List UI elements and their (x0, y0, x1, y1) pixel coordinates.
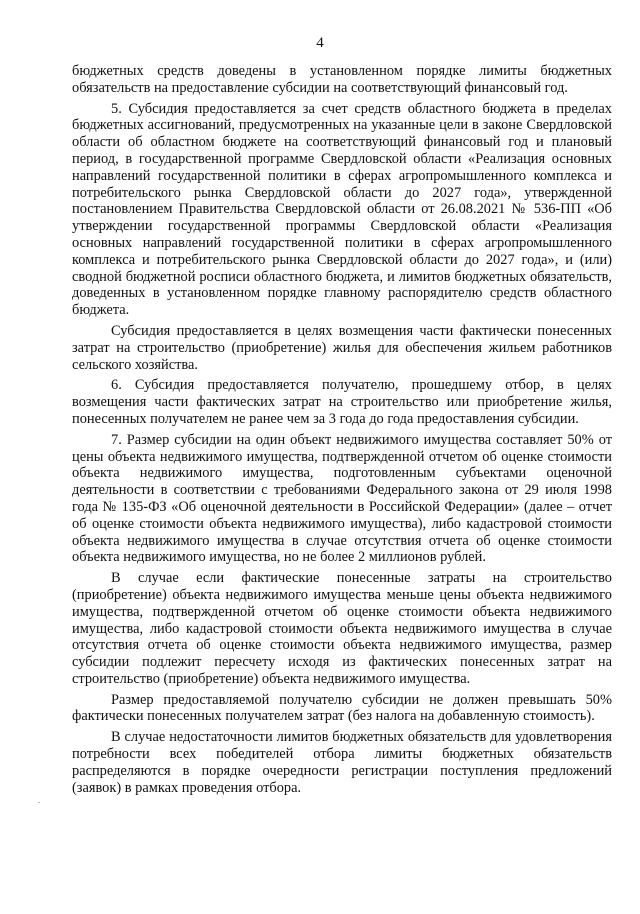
paragraph-subsidy-purpose: Субсидия предоставляется в целях возмещения части фактически понесенных затрат на строительство (приобретение) жилья для обеспечения жильем работников сельского хозяйства. (72, 322, 612, 373)
document-body (72, 63, 612, 800)
paragraph-continuation: бюджетных средств доведены в установленном порядке лимиты бюджетных обязательств на предоставление субсидии на соответствующий финансовый год. (72, 63, 612, 96)
scan-mark (38, 802, 40, 803)
paragraph-insufficient-limits: В случае недостаточности лимитов бюджетных обязательств для удовлетворения потребности всех победителей отбора лимиты бюджетных обязательств распределяются в порядке очередности регистрации поступления предложений (заявок) в рамках проведения отбора. (72, 729, 612, 796)
paragraph-max-share: Размер предоставляемой получателю субсидии не должен превышать 50% фактически понесенных получателем затрат (без налога на добавленную стоимость). (72, 691, 612, 725)
paragraph-recalculation: В случае если фактические понесенные затраты на строительство (приобретение) объекта недвижимого имущества меньше цены объекта недвижимого имущества, подтвержденной отчетом об оценке стоимости объекта недвижимого имущества, либо кадастровой стоимости объекта недвижимого имущества в случае отсутствия отчета об оценке стоимости объекта недвижимого имущества, размер субсидии подлежит пересчету исходя из фактических понесенных затрат на строительство (приобретение) объекта недвижимого имущества. (72, 570, 612, 687)
page-number: 4 (316, 35, 324, 51)
paragraph-clause-7: 7. Размер субсидии на один объект недвижимого имущества составляет 50% от цены объекта недвижимого имущества, подтвержденной отчетом об оценке стоимости объекта недвижимого имущества, подготовленным субъектами оценочной деятельности в соответствии с требованиями Федерального закона от 29 июля 1998 года № 135-ФЗ «Об оценочной деятельности в Российской Федерации» (далее – отчет об оценке стоимости объекта недвижимого имущества), либо кадастровой стоимости объекта недвижимого имущества в случае отсутствия отчета об оценке стоимости объекта недвижимого имущества, но не более 2 миллионов рублей. (72, 431, 612, 566)
paragraph-clause-5: 5. Субсидия предоставляется за счет средств областного бюджета в пределах бюджетных ассигнований, предусмотренных на указанные цели в законе Свердловской области об областном бюджете на соответствующий финансовый год и плановый период, в государственной программе Свердловской области «Реализация основных направлений государственной политики в сферах агропромышленного комплекса и потребительского рынка Свердловской области до 2027 года», утвержденной постановлением Правительства Свердловской области от 26.08.2021 № 536-ПП «Об утверждении государственной программы Свердловской области «Реализация основных направлений государственной политики в сферах агропромышленного комплекса и потребительского рынка Свердловской области до 2027 года», и (или) сводной бюджетной росписи областного бюджета, и лимитов бюджетных обязательств, доведенных в установленном порядке главному распорядителю средств областного бюджета. (72, 100, 612, 319)
paragraph-clause-6: 6. Субсидия предоставляется получателю, прошедшему отбор, в целях возмещения части фактических затрат на строительство или приобретение жилья, понесенных получателем не ранее чем за 3 года до года предоставления субсидии. (72, 377, 612, 427)
